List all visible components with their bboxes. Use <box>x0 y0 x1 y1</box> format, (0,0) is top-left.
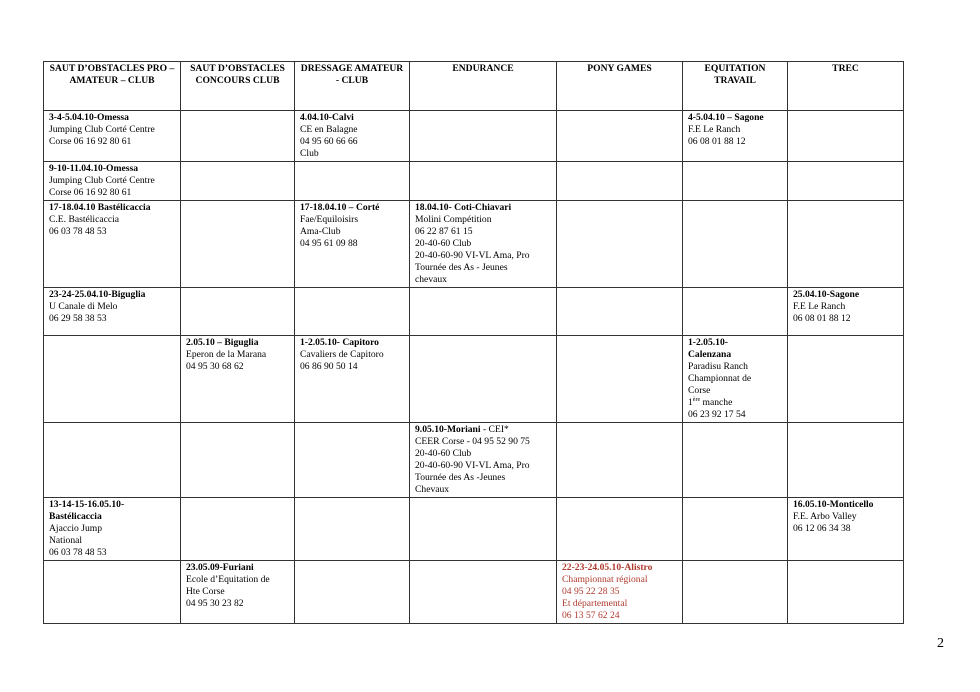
cell-equitation-travail <box>683 162 788 201</box>
event-detail-line: 20-40-60 Club <box>415 238 472 249</box>
cell-pony-games <box>557 162 683 201</box>
table-row <box>44 162 904 201</box>
cell-dressage <box>295 201 410 288</box>
cell-saut-obstacles-club <box>181 201 295 288</box>
event-detail-line: Tournée des As - Jeunes <box>415 262 508 273</box>
cell-dressage <box>295 423 410 498</box>
cell-saut-obstacles-club <box>181 336 295 423</box>
event-title: 4-5.04.10 – Sagone <box>688 112 764 123</box>
cell-trec <box>788 111 904 162</box>
cell-pony-games <box>557 423 683 498</box>
event-detail-line: CE en Balagne <box>300 124 358 135</box>
event-detail-line: Ajaccio Jump <box>49 523 103 534</box>
cell-saut-obstacles-pro <box>44 201 181 288</box>
cell-endurance <box>410 201 557 288</box>
event-detail-line: Corse 06 16 92 80 61 <box>49 136 132 147</box>
event-detail-line: Corse 06 16 92 80 61 <box>49 187 132 198</box>
event-title: 22-23-24.05.10-Alistro <box>562 562 653 573</box>
event-detail-line: U Canale di Melo <box>49 301 118 312</box>
event-detail-line: F.E Le Ranch <box>688 124 741 135</box>
cell-equitation-travail <box>683 201 788 288</box>
event-title: 18.04.10- Coti-Chiavari <box>415 202 512 213</box>
cell-equitation-travail <box>683 336 788 423</box>
cell-equitation-travail <box>683 288 788 336</box>
event-title: 17-18.04.10 Bastélicaccia <box>49 202 151 213</box>
cell-saut-obstacles-pro <box>44 111 181 162</box>
cell-pony-games <box>557 111 683 162</box>
cell-saut-obstacles-club <box>181 288 295 336</box>
event-detail-line: Bastélicaccia <box>49 511 102 522</box>
event-detail-line: 20-40-60-90 VI-VL Ama, Pro <box>415 250 530 261</box>
event-detail-line: Tournée des As -Jeunes <box>415 472 506 483</box>
event-title: 9-10-11.04.10-Omessa <box>49 163 138 174</box>
event-detail-line: Jumping Club Corté Centre <box>49 175 155 186</box>
event-detail-line: 06 08 01 88 12 <box>688 136 746 147</box>
event-detail-line: 20-40-60 Club <box>415 448 472 459</box>
cell-pony-games <box>557 201 683 288</box>
cell-saut-obstacles-club <box>181 162 295 201</box>
event-detail-line: Hte Corse <box>186 586 225 597</box>
cell-dressage <box>295 288 410 336</box>
schedule-body <box>44 111 904 624</box>
event-detail-line: 04 95 30 23 82 <box>186 598 244 609</box>
event-detail-line: Club <box>300 148 319 159</box>
event-detail-line: 06 03 78 48 53 <box>49 226 107 237</box>
event-title: 13-14-15-16.05.10- <box>49 499 125 510</box>
cell-trec <box>788 561 904 624</box>
event-detail-line: chevaux <box>415 274 447 285</box>
event-detail-line: Calenzana <box>688 349 732 360</box>
event-detail-line: Ecole d’Equitation de <box>186 574 270 585</box>
event-detail-line: 04 95 61 09 88 <box>300 238 358 249</box>
cell-trec <box>788 288 904 336</box>
event-title: 25.04.10-Sagone <box>793 289 860 300</box>
cell-endurance <box>410 423 557 498</box>
cell-trec <box>788 336 904 423</box>
event-detail-line: C.E. Bastélicaccia <box>49 214 120 225</box>
event-schedule-table <box>43 61 904 624</box>
cell-endurance <box>410 336 557 423</box>
cell-dressage <box>295 111 410 162</box>
cell-saut-obstacles-club <box>181 498 295 561</box>
cell-saut-obstacles-pro <box>44 423 181 498</box>
cell-endurance <box>410 561 557 624</box>
event-detail-line: Fae/Equiloisirs <box>300 214 359 225</box>
event-detail-line: 06 03 78 48 53 <box>49 547 107 558</box>
cell-pony-games <box>557 561 683 624</box>
cell-saut-obstacles-pro <box>44 336 181 423</box>
header-saut-obstacles-club: SAUT D’OBSTACLES CONCOURS CLUB <box>181 62 295 111</box>
cell-dressage <box>295 162 410 201</box>
table-row <box>44 498 904 561</box>
event-detail-line: Eperon de la Marana <box>186 349 267 360</box>
event-title: 1-2.05.10- Capitoro <box>300 337 379 348</box>
event-detail-line: 04 95 22 28 35 <box>562 586 620 597</box>
event-detail-line: 04 95 60 66 66 <box>300 136 358 147</box>
event-detail-line: National <box>49 535 83 546</box>
cell-saut-obstacles-club <box>181 111 295 162</box>
event-detail-line: 06 08 01 88 12 <box>793 313 851 324</box>
table-row <box>44 336 904 423</box>
table-row <box>44 201 904 288</box>
header-saut-obstacles-pro: SAUT D’OBSTACLES PRO – AMATEUR – CLUB <box>44 62 181 111</box>
event-detail-line: Championnat régional <box>562 574 648 585</box>
cell-endurance <box>410 111 557 162</box>
table-row <box>44 111 904 162</box>
event-title: 4.04.10-Calvi <box>300 112 354 123</box>
event-detail-line: Ama-Club <box>300 226 341 237</box>
event-title: 9.05.10-Moriani - CEI* <box>415 424 509 435</box>
header-pony-games: PONY GAMES <box>557 62 683 111</box>
event-detail-line: Corse <box>688 385 711 396</box>
cell-pony-games <box>557 336 683 423</box>
cell-endurance <box>410 498 557 561</box>
header-endurance: ENDURANCE <box>410 62 557 111</box>
event-title: 23.05.09-Furiani <box>186 562 254 573</box>
event-detail-line: Chevaux <box>415 484 450 495</box>
event-title: 1-2.05.10- <box>688 337 728 348</box>
event-detail-line: Cavaliers de Capitoro <box>300 349 384 360</box>
event-title: 3-4-5.04.10-Omessa <box>49 112 129 123</box>
cell-pony-games <box>557 498 683 561</box>
event-detail-line: Jumping Club Corté Centre <box>49 124 155 135</box>
event-detail-line: 06 22 87 61 15 <box>415 226 473 237</box>
event-detail-line: Molini Compétition <box>415 214 492 225</box>
event-title: 16.05.10-Monticello <box>793 499 874 510</box>
table-row <box>44 423 904 498</box>
header-equitation-travail: EQUITATION TRAVAIL <box>683 62 788 111</box>
event-title: 23-24-25.04.10-Biguglia <box>49 289 146 300</box>
table-row <box>44 561 904 624</box>
cell-endurance <box>410 288 557 336</box>
cell-equitation-travail <box>683 498 788 561</box>
cell-dressage <box>295 561 410 624</box>
cell-saut-obstacles-pro <box>44 288 181 336</box>
event-detail-line: 20-40-60-90 VI-VL Ama, Pro <box>415 460 530 471</box>
event-detail-line: F.E. Arbo Valley <box>793 511 857 522</box>
event-detail-line: Paradisu Ranch <box>688 361 748 372</box>
cell-saut-obstacles-pro <box>44 561 181 624</box>
event-detail-line: 06 23 92 17 54 <box>688 409 746 420</box>
event-detail-line: F.E Le Ranch <box>793 301 846 312</box>
cell-saut-obstacles-pro <box>44 162 181 201</box>
event-detail-line: 06 13 57 62 24 <box>562 610 620 621</box>
event-detail-line: Championnat de <box>688 373 752 384</box>
event-detail-line: 04 95 30 68 62 <box>186 361 244 372</box>
event-detail-line: 06 86 90 50 14 <box>300 361 358 372</box>
event-title: 17-18.04.10 – Corté <box>300 202 380 213</box>
cell-trec <box>788 201 904 288</box>
cell-saut-obstacles-club <box>181 561 295 624</box>
event-detail-line: CEER Corse - 04 95 52 90 75 <box>415 436 530 447</box>
event-title: 2.05.10 – Biguglia <box>186 337 259 348</box>
cell-trec <box>788 423 904 498</box>
header-dressage: DRESSAGE AMATEUR - CLUB <box>295 62 410 111</box>
page-number: 2 <box>937 636 944 651</box>
cell-endurance <box>410 162 557 201</box>
cell-equitation-travail <box>683 423 788 498</box>
event-detail-line: 1ère manche <box>688 397 733 408</box>
event-detail-line: Et départemental <box>562 598 628 609</box>
cell-saut-obstacles-pro <box>44 498 181 561</box>
event-detail-line: 06 12 06 34 38 <box>793 523 851 534</box>
header-row <box>44 62 904 111</box>
event-detail-line: 06 29 58 38 53 <box>49 313 107 324</box>
cell-trec <box>788 498 904 561</box>
cell-dressage <box>295 498 410 561</box>
header-trec: TREC <box>788 62 904 111</box>
cell-equitation-travail <box>683 561 788 624</box>
cell-saut-obstacles-club <box>181 423 295 498</box>
cell-pony-games <box>557 288 683 336</box>
cell-equitation-travail <box>683 111 788 162</box>
cell-trec <box>788 162 904 201</box>
table-row <box>44 288 904 336</box>
cell-dressage <box>295 336 410 423</box>
